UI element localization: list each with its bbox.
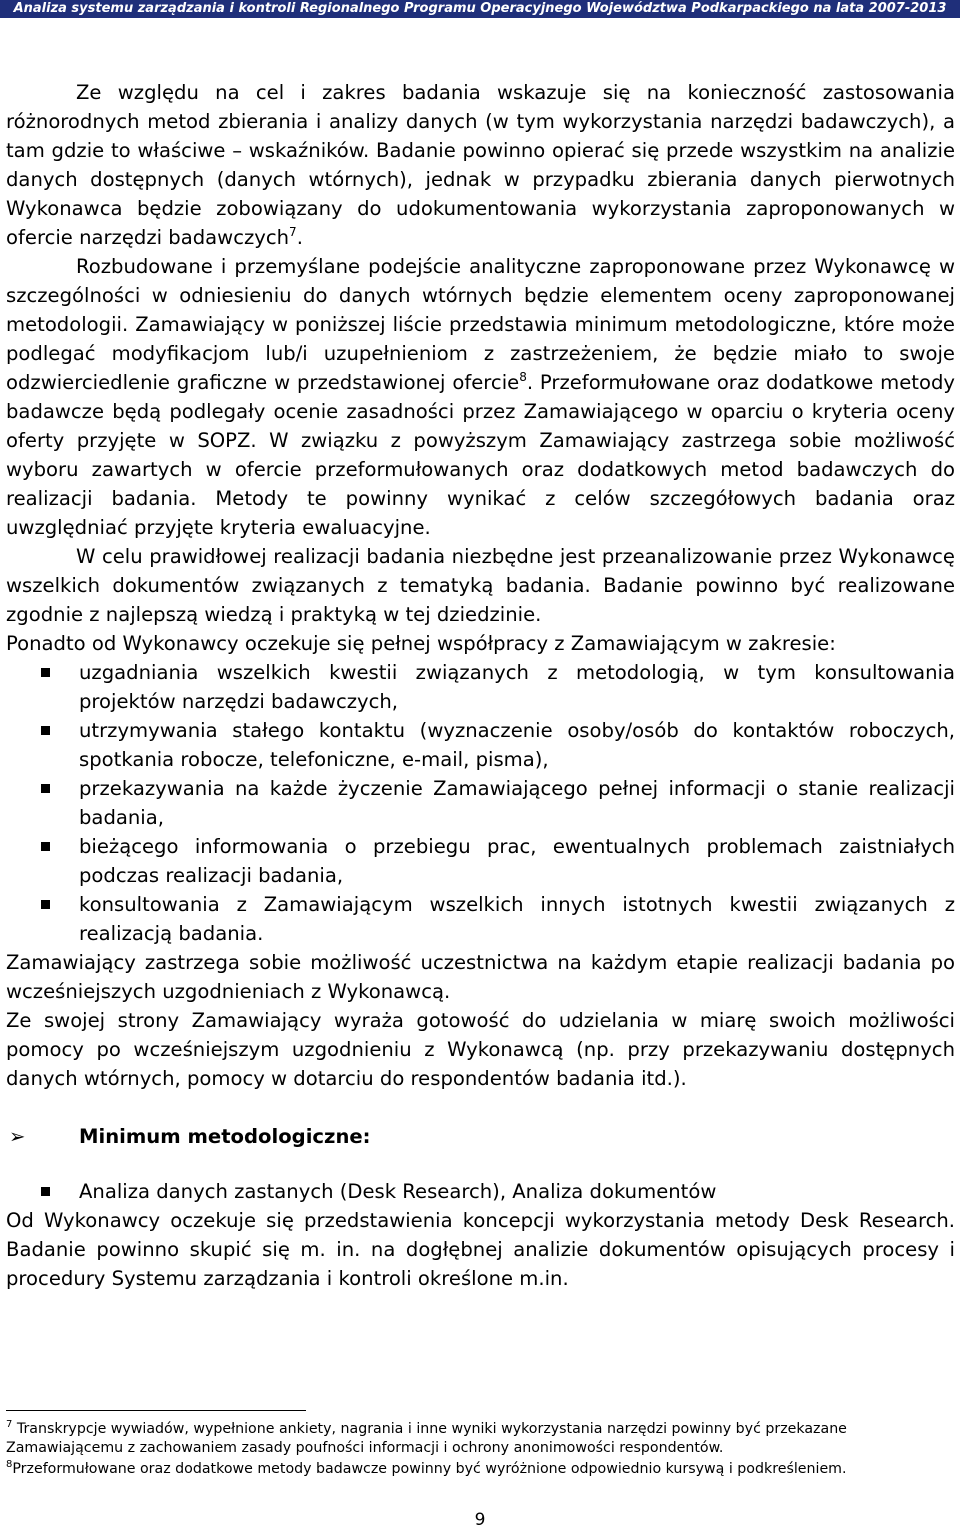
list-item: uzgadniania wszelkich kwestii związanych z metodologią, w tym konsultowania projektów narzędzi badawczych, — [6, 658, 955, 716]
paragraph-1: Ze względu na cel i zakres badania wskazuje się na konieczność zastosowania różnorodnych metod zbierania i analizy danych (w tym wykorzystania narzędzi badawczych), a tam gdzie to właściwe – wskaźników. Badanie powinno opierać się przede wszystkim na analizie danych dostępnych (danych wtórnych), jednak w przypadku zbierania danych pierwotnych Wykonawca będzie zobowiązany do udokumentowania wykorzystania zaproponowanych w ofercie narzędzi badawczych$^7$. — [6, 81, 955, 249]
page-header: Analiza systemu zarządzania i kontroli Regionalnego Programu Operacyjnego Województwa Podkarpackiego na lata 2007-2013 — [0, 0, 960, 18]
list-item: bieżącego informowania o przebiegu prac, ewentualnych problemach zaistniałych podczas realizacji badania, — [6, 832, 955, 890]
square-bullet-icon — [41, 726, 50, 735]
footnote-ref-8[interactable]: 8 — [519, 370, 527, 384]
square-bullet-icon — [41, 842, 50, 851]
footnotes — [6, 1420, 955, 1481]
square-bullet-icon — [41, 784, 50, 793]
square-bullet-icon — [41, 900, 50, 909]
paragraph-3: W celu prawidłowej realizacji badania niezbędne jest przeanalizowanie przez Wykonawcę wszelkich dokumentów związanych z tematyką badania. Badanie powinno być realizowane zgodnie z najlepszą wiedzą i praktyką w tej dziedzinie. — [6, 545, 955, 626]
list-item: utrzymywania stałego kontaktu (wyznaczenie osoby/osób do kontaktów roboczych, spotkania robocze, telefoniczne, e-mail, pisma), — [6, 716, 955, 774]
footnote-7: $^7$ Transkrypcje wywiadów, wypełnione ankiety, nagrania i inne wyniki wykorzystania narzędzi powinny być przekazane Zamawiającemu z zachowaniem zasady poufności informacji i ochrony anonimowości respondentów. — [6, 1419, 847, 1456]
arrow-bullet-icon: ➢ — [9, 1125, 26, 1148]
footnote-separator — [6, 1410, 306, 1411]
list-item: przekazywania na każde życzenie Zamawiającego pełnej informacji o stanie realizacji badania, — [6, 774, 955, 832]
paragraph-4: Ponadto od Wykonawcy oczekuje się pełnej współpracy z Zamawiającym w zakresie: — [6, 632, 836, 655]
paragraph-6: Ze swojej strony Zamawiający wyraża gotowość do udzielania w miarę swoich możliwości pomocy po wcześniejszym uzgodnieniu z Wykonawcą (np. przy przekazywaniu dostępnych danych wtórnych, pomocy w dotarciu do respondentów badania itd.). — [6, 1009, 955, 1090]
paragraph-2: Rozbudowane i przemyślane podejście analityczne zaproponowane przez Wykonawcę w szczególności w odniesieniu do danych wtórnych będzie elementem oceny zaproponowanej metodologii. Zamawiający w poniższej liście przedstawia minimum metodologiczne, które może podlegać modyfikacjom lub/i uzupełnieniom z zastrzeżeniem, że będzie miało to swoje odzwierciedlenie graficzne w przedstawionej ofercie$^8$. Przeformułowane oraz dodatkowe metody badawcze będą podlegały ocenie zasadności przez Zamawiającego w oparciu o kryteria oceny oferty przyjęte w SOPZ. W związku z powyższym Zamawiający zastrzega sobie możliwość wyboru zawartych w ofercie przeformułowanych oraz dodatkowych metod badawczych do realizacji badania. Metody te powinny wynikać z celów szczegółowych badania oraz uwzględniać przyjęte kryteria ewaluacyjne. — [6, 255, 955, 539]
paragraph-7: Od Wykonawcy oczekuje się przedstawienia koncepcji wykorzystania metody Desk Research. Badanie powinno skupić się m. in. na dogłębnej analizie dokumentów opisujących procesy i procedury Systemu zarządzania i kontroli określone m.in. — [6, 1209, 955, 1290]
footnote-ref-7[interactable]: 7 — [289, 225, 297, 239]
paragraph-5: Zamawiający zastrzega sobie możliwość uczestnictwa na każdym etapie realizacji badania po wcześniejszych uzgodnieniach z Wykonawcą. — [6, 951, 955, 1003]
page-number: 9 — [474, 1510, 486, 1530]
footnote-8: $^8$Przeformułowane oraz dodatkowe metody badawcze powinny być wyróżnione odpowiednio kursywą i podkreśleniem. — [6, 1459, 847, 1477]
body-text — [6, 78, 955, 1293]
square-bullet-icon — [41, 1187, 50, 1196]
square-bullet-icon — [41, 668, 50, 677]
list-item: Analiza danych zastanych (Desk Research), Analiza dokumentów — [6, 1177, 955, 1206]
section-heading: ➢ Minimum metodologiczne: — [6, 1122, 955, 1151]
method-list — [6, 1177, 955, 1206]
list-item: konsultowania z Zamawiającym wszelkich innych istotnych kwestii związanych z realizacją badania. — [6, 890, 955, 948]
cooperation-list — [6, 658, 955, 948]
